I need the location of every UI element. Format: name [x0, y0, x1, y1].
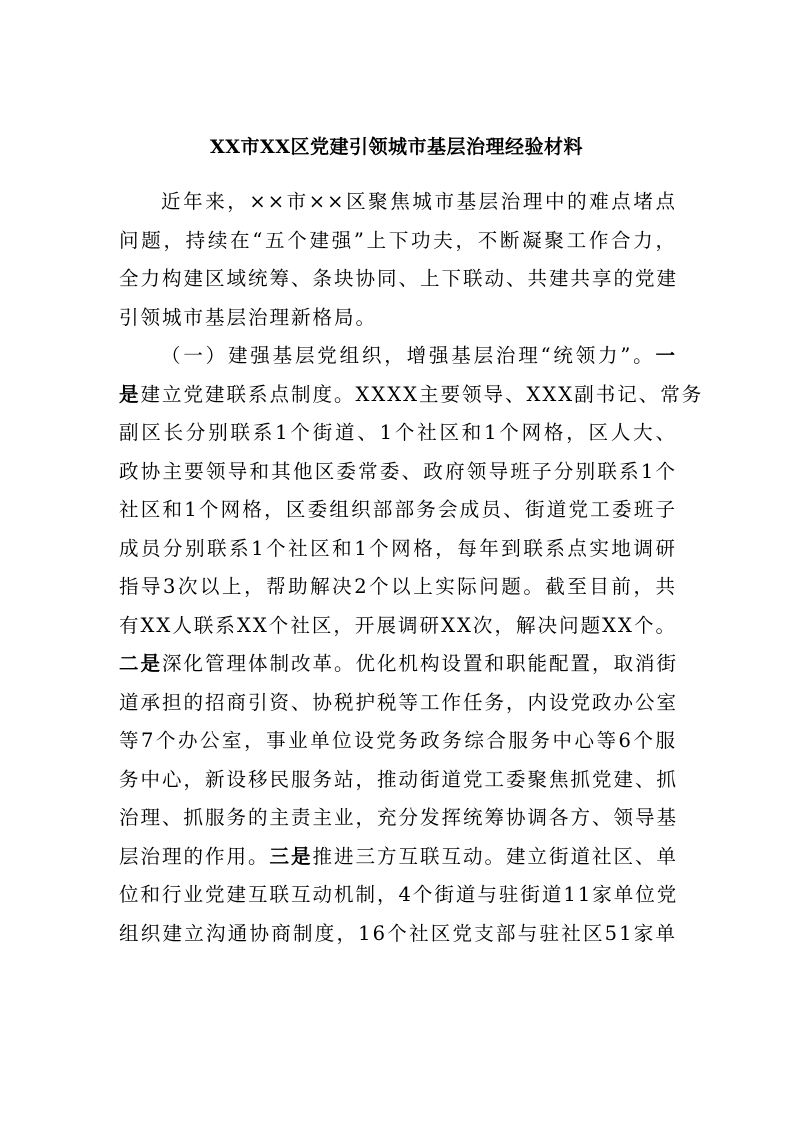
body-line: [119, 722, 677, 761]
body-line: [119, 684, 677, 723]
text-segment: 治理、抓服务的主责主业，充分发挥统筹协调各方、领导基: [119, 806, 679, 829]
body-line: [119, 799, 677, 838]
body-line: [119, 376, 704, 415]
body-line: [119, 645, 677, 684]
body-line: [119, 915, 677, 954]
text-segment: 成员分别联系1个社区和1个网格，每年到联系点实地调研: [119, 536, 677, 560]
body-line: [119, 414, 677, 453]
text-segment: 近年来，××市××区聚焦城市基层治理中的难点堵点: [161, 190, 677, 213]
text-segment: 建立党建联系点制度。XXXX主要领导、XXX副书记、常务: [140, 382, 704, 406]
document-body: [119, 183, 704, 953]
body-line: [119, 838, 677, 877]
bold-marker: 一: [655, 344, 677, 367]
body-line: [119, 491, 677, 530]
text-segment: 政协主要领导和其他区委常委、政府领导班子分别联系1个: [119, 459, 677, 483]
bold-marker: 三是: [269, 844, 313, 868]
text-segment: 深化管理体制改革。优化机构设置和职能配置，取消街: [162, 652, 679, 675]
body-line: [119, 183, 677, 222]
body-line: [119, 530, 677, 569]
body-line: [119, 568, 677, 607]
text-segment: 组织建立沟通协商制度，16个社区党支部与驻社区51家单: [119, 921, 677, 945]
body-line: [119, 761, 677, 800]
text-segment: 推进三方互联互动。建立街道社区、单: [312, 844, 679, 868]
body-line: [119, 607, 677, 646]
text-segment: 问题，持续在“五个建强”上下功夫，不断凝聚工作合力，: [119, 228, 677, 252]
body-line: [119, 876, 677, 915]
body-line: [119, 260, 677, 299]
text-segment: 层治理的作用。: [119, 844, 270, 868]
text-segment: 社区和1个网格，区委组织部部务会成员、街道党工委班子: [119, 498, 677, 521]
text-segment: 道承担的招商引资、协税护税等工作任务，内设党政办公室: [119, 690, 679, 714]
body-line: [119, 299, 677, 338]
bold-marker: 二是: [119, 652, 163, 675]
text-segment: 指导3次以上，帮助解决2个以上实际问题。截至目前，共: [119, 575, 677, 598]
text-segment: 全力构建区域统筹、条块协同、上下联动、共建共享的党建: [119, 267, 679, 290]
text-segment: 位和行业党建互联互动机制，4个街道与驻街道11家单位党: [119, 883, 679, 906]
body-line: [119, 222, 677, 261]
text-segment: 副区长分别联系1个街道、1个社区和1个网格，区人大、: [119, 421, 677, 444]
body-line: [119, 453, 677, 492]
text-segment: 等7个办公室，事业单位设党务政务综合服务中心等6个服: [119, 729, 677, 752]
text-segment: 有XX人联系XX个社区，开展调研XX次，解决问题XX个。: [119, 613, 677, 637]
section-heading: （一）建强基层党组织，增强基层治理“统领力”。: [161, 344, 656, 367]
body-line: [119, 337, 677, 376]
text-segment: 务中心，新设移民服务站，推动街道党工委聚焦抓党建、抓: [119, 767, 679, 791]
text-segment: 引领城市基层治理新格局。: [119, 305, 378, 329]
document-title: XX市XX区党建引领城市基层治理经验材料: [210, 136, 583, 158]
bold-marker: 是: [119, 382, 141, 406]
